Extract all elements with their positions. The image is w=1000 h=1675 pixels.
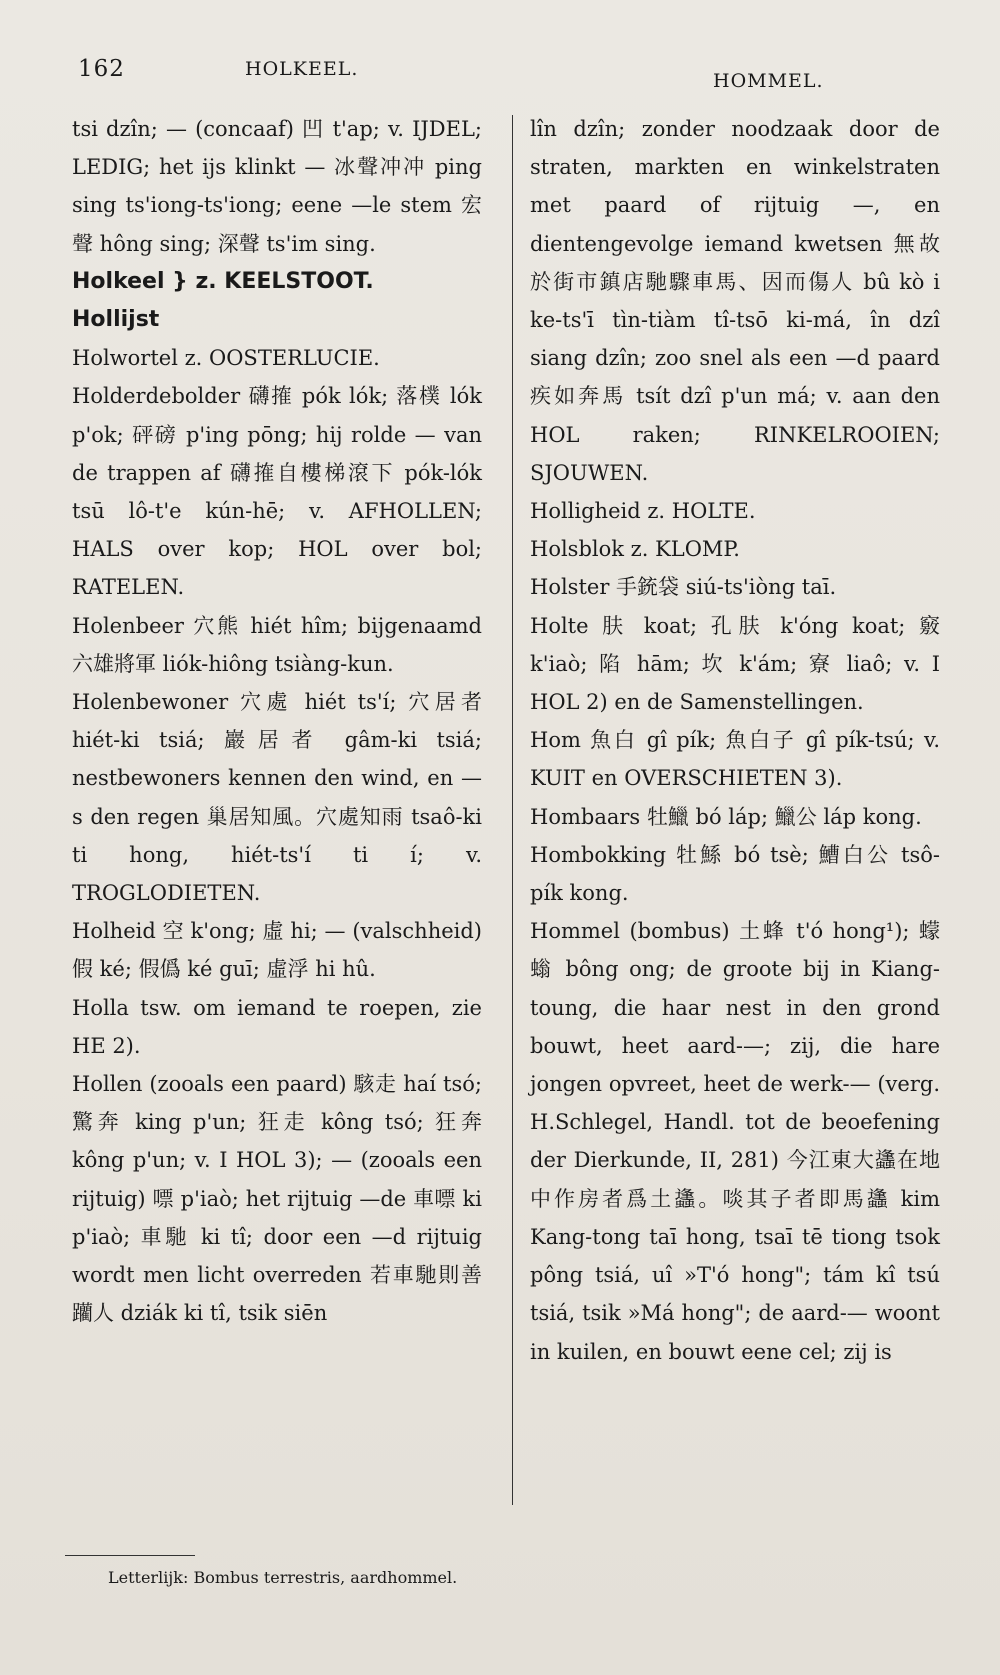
entry-holsblok: Holsblok z. KLOMP. xyxy=(530,537,740,562)
right-running-head: HOMMEL. xyxy=(713,70,824,92)
page-number: 162 xyxy=(78,56,125,82)
entry-hom: Hom 魚白 gî pík; 魚白子 gî pík-tsú; v. KUIT en OVERSCHIETEN 3). xyxy=(530,728,940,791)
entry-hollen: Hollen (zooals een paard) 駭走 haí tsó; 驚奔 king p'un; 狂走 kông tsó; 狂奔 kông p'un; v. I HOL 3); — (zooals een rijtuig) 嘌 p'iaò; het rijtuig —de 車嘌 ki p'iaò; 車馳 ki tî; door een —d rijtuig wordt men licht overreden 若車馳則善躪人 dziák ki tî, tsik siēn xyxy=(72,1072,482,1326)
entry-holheid: Holheid 空 k'ong; 虛 hi; — (valschheid) 假 ké; 假僞 ké guī; 虛浮 hi hû. xyxy=(72,919,482,982)
entry-holwortel: Holwortel z. OOSTERLUCIE. xyxy=(72,346,380,371)
footnote-rule xyxy=(65,1555,195,1556)
entry-continuation-right: lîn dzîn; zonder noodzaak door de straten, markten en winkelstraten met paard of rijtuig —, en dientengevolge iemand kwetsen 無故於街市鎮店馳驟車馬、因而傷人 bû kò i ke-ts'ī tìn-tiàm tî-tsō ki-má, în dzî siang dzîn; zoo snel als een —d paard 疾如奔馬 tsít dzî p'un má; v. aan den HOL raken; RINKELROOIEN; SJOUWEN. xyxy=(530,117,940,485)
left-column xyxy=(72,110,482,1333)
entry-holenbeer: Holenbeer 穴熊 hiét hîm; bijgenaamd 六雄將軍 liók-hiông tsiàng-kun. xyxy=(72,613,482,676)
entry-holster: Holster 手銃袋 siú-ts'iòng taī. xyxy=(530,575,837,600)
entry-continuation: tsi dzîn; — (concaaf) 凹 t'ap; v. IJDEL; LEDIG; het ijs klinkt — 冰聲冲冲 ping sing ts'iong-ts'iong; eene —le stem 宏聲 hông sing; 深聲 ts'im sing. xyxy=(72,117,482,256)
entry-hombaars: Hombaars 牡鱲 bó láp; 鱲公 láp kong. xyxy=(530,804,922,829)
entry-holkeel: Holkeel } z. KEELSTOOT. xyxy=(72,268,374,294)
entry-hombokking: Hombokking 牡鯀 bó tsè; 鰽白公 tsô-pík kong. xyxy=(530,842,940,906)
entry-holligheid: Holligheid z. HOLTE. xyxy=(530,499,756,524)
entry-hollijst: Hollijst xyxy=(72,307,160,333)
left-running-head: HOLKEEL. xyxy=(245,58,359,80)
entry-holla: Holla tsw. om iemand te roepen, zie HE 2). xyxy=(72,995,482,1058)
entry-holte: Holte 肤 koat; 孔肤 k'óng koat; 竅 k'iaò; 陷 hām; 坎 k'ám; 寮 liaô; v. I HOL 2) en de Samenstellingen. xyxy=(530,613,940,715)
entry-holenbewoner: Holenbewoner 穴處 hiét ts'í; 穴居者 hiét-ki tsiá; 巖居者 gâm-ki tsiá; nestbewoners kennen den wind, en —s den regen 巢居知風。穴處知雨 tsaô-ki ti hong, hiét-ts'í ti í; v. TROGLODIETEN. xyxy=(72,690,482,906)
entry-hommel: Hommel (bombus) 土蜂 t'ó hong¹); 蠓螉 bông ong; de groote bij in Kiang-toung, die haar nest in den grond bouwt, heet aard-—; zij, die hare jongen opvreet, heet de werk-— (verg. H.Schlegel, Handl. tot de beoefening der Dierkunde, II, 281) 今江東大蠭在地中作房者爲土蠭。啖其子者即馬蠭 kim Kang-tong taī hong, tsaī tē tiong tsok pông tsiá, uî »T'ó hong"; tám kî tsú tsiá, tsik »Má hong"; de aard-— woont in kuilen, en bouwt eene cel; zij is xyxy=(530,919,940,1364)
entry-holderdebolder: Holderdebolder 礴搉 pók lók; 落樸 lók p'ok; 砰磅 p'ing pōng; hij rolde — van de trappen af 礴搉自樓梯滾下 pók-lók tsū lô-t'e kún-hē; v. AFHOLLEN; HALS over kop; HOL over bol; RATELEN. xyxy=(72,384,482,600)
column-divider xyxy=(512,115,513,1505)
footnote: Letterlijk: Bombus terrestris, aardhommel. xyxy=(108,1568,458,1587)
right-column xyxy=(530,110,940,1371)
